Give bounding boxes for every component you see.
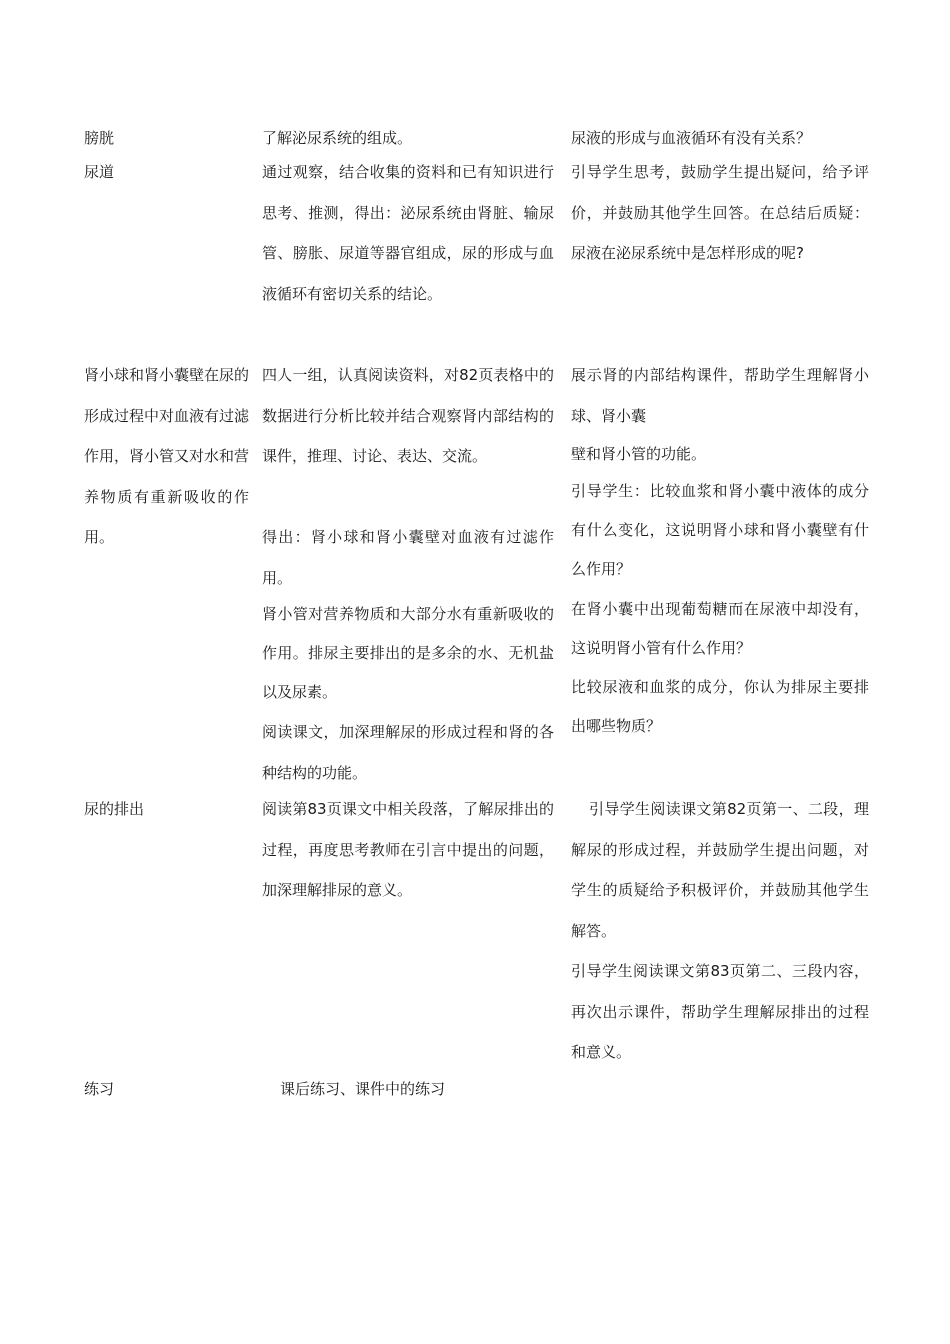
row-student-activity: 阅读第83页课文中相关段落，了解尿排出的过程，再度思考教师在引言中提出的问题，加深理解排尿的意义。 xyxy=(262,800,554,899)
row-teacher-activity: 在肾小囊中出现葡萄糖而在尿液中却没有，这说明肾小管有什么作用？ xyxy=(571,600,869,657)
row-student-activity: 肾小管对营养物质和大部分水有重新吸收的作用。排尿主要排出的是多余的水、无机盐以及尿素。 xyxy=(262,605,554,701)
row-student-activity: 课后练习、课件中的练习 xyxy=(280,1080,446,1098)
row-topic-exercise: 练习 xyxy=(84,1080,115,1098)
row-student-activity: 阅读课文，加深理解尿的形成过程和肾的各种结构的功能。 xyxy=(262,723,554,782)
row-topic-urine-excretion: 尿的排出 xyxy=(84,800,145,818)
row-teacher-activity: 展示肾的内部结构课件，帮助学生理解肾小球、肾小囊 xyxy=(571,366,869,425)
row-teacher-activity: 尿液的形成与血液循环有没有关系？ xyxy=(571,129,812,147)
row-teacher-activity: 壁和肾小管的功能。 xyxy=(571,445,707,463)
row-topic-bladder: 膀胱 xyxy=(84,129,115,147)
row-teacher-activity: 引导学生阅读课文第82页第一、二段，理解尿的形成过程，并鼓励学生提出问题，对学生的质疑给予积极评价，并鼓励其他学生解答。 xyxy=(571,800,869,940)
row-teacher-activity: 引导学生思考，鼓励学生提出疑问，给予评价，并鼓励其他学生回答。在总结后质疑：尿液在泌尿系统中是怎样形成的呢? xyxy=(571,163,869,262)
row-teacher-activity: 引导学生：比较血浆和肾小囊中液体的成分有什么变化，这说明肾小球和肾小囊壁有什么作用？ xyxy=(571,482,869,578)
row-teacher-activity: 比较尿液和血浆的成分，你认为排尿主要排出哪些物质？ xyxy=(571,678,869,735)
row-topic-filtration: 肾小球和肾小囊壁在尿的形成过程中对血液有过滤作用，肾小管又对水和营养物质有重新吸收的作用。 xyxy=(84,366,250,546)
row-student-activity: 了解泌尿系统的组成。 xyxy=(262,129,413,147)
row-student-activity: 得出：肾小球和肾小囊壁对血液有过滤作用。 xyxy=(262,528,554,587)
row-student-activity: 四人一组，认真阅读资料，对82页表格中的数据进行分析比较并结合观察肾内部结构的课件，推理、讨论、表达、交流。 xyxy=(262,366,554,465)
row-topic-urethra: 尿道 xyxy=(84,163,115,181)
row-student-activity: 通过观察，结合收集的资料和已有知识进行思考、推测，得出：泌尿系统由肾脏、输尿管、膀胀、尿道等器官组成，尿的形成与血液循环有密切关系的结论。 xyxy=(262,163,554,303)
row-teacher-activity: 引导学生阅读课文第83页第二、三段内容，再次出示课件，帮助学生理解尿排出的过程和意义。 xyxy=(571,962,869,1061)
